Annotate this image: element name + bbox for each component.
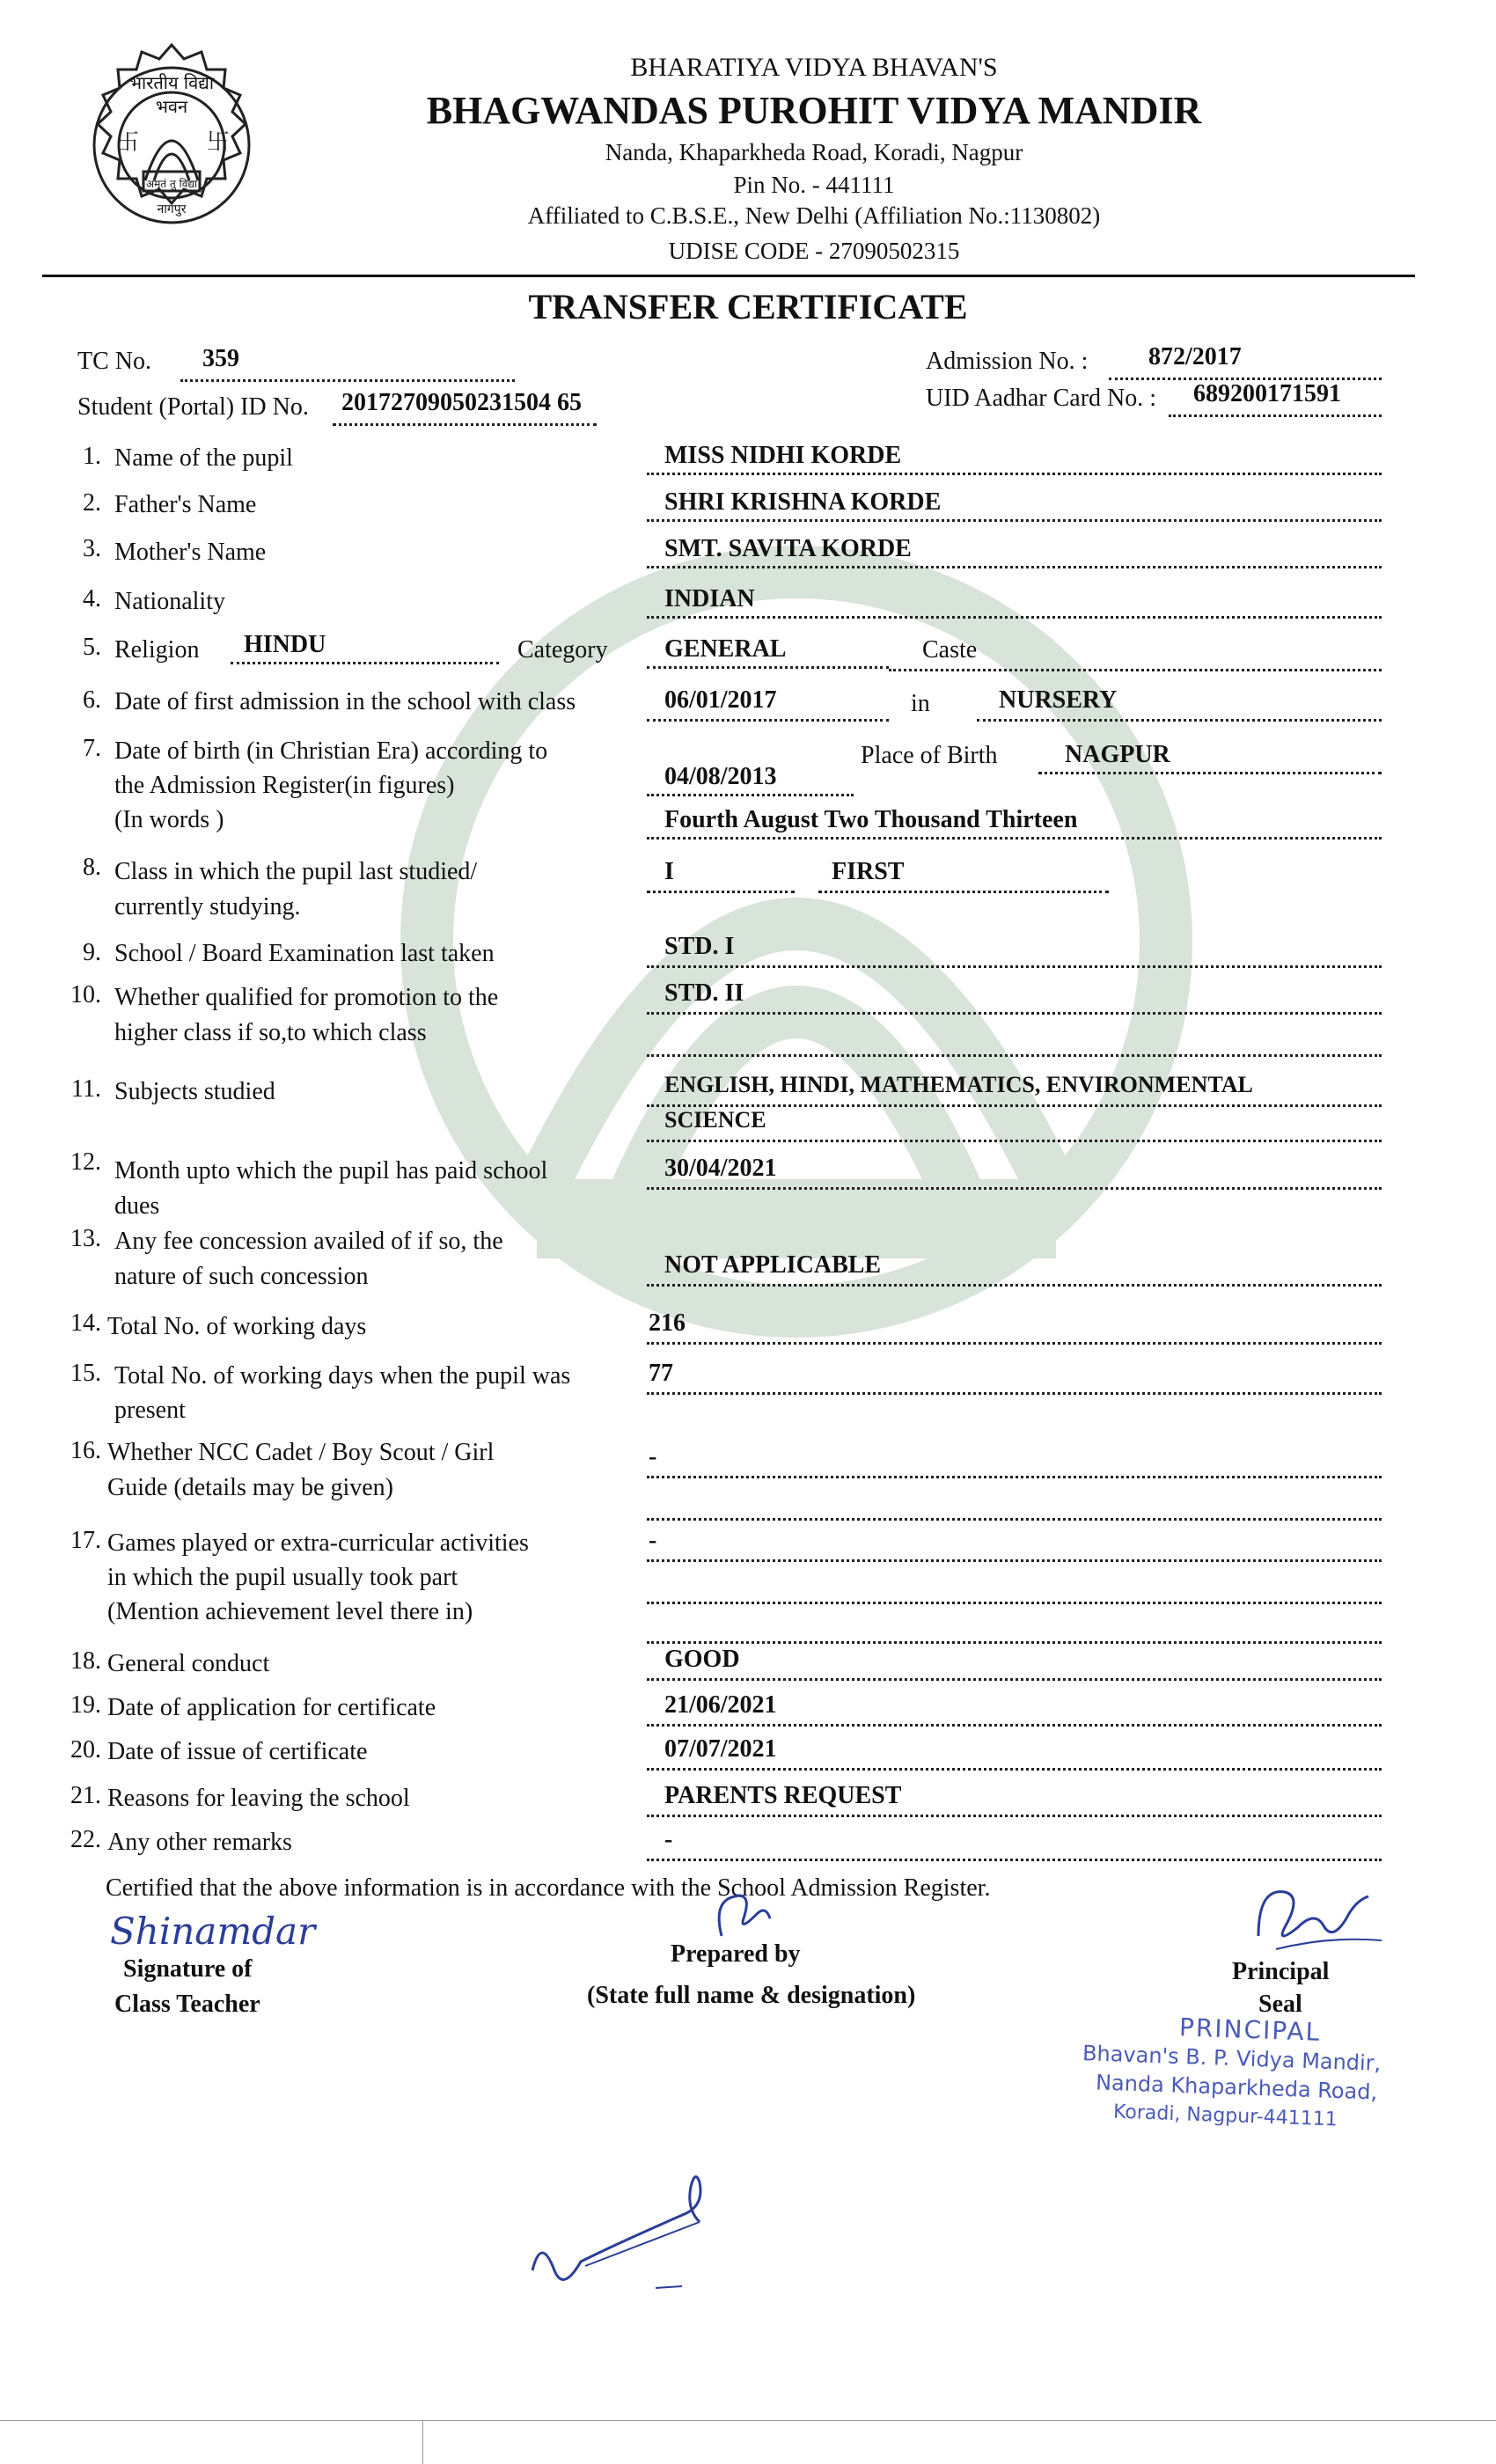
nationality-label: Nationality [114, 588, 225, 615]
last-class-words: FIRST [818, 858, 1109, 893]
item-number: 15. [70, 1360, 101, 1387]
activities-label-line3: (Mention achievement level there in) [107, 1598, 473, 1625]
working-days-value: 216 [647, 1309, 1382, 1345]
conduct-label: General conduct [107, 1650, 270, 1677]
activities-blank-line1 [647, 1566, 1382, 1604]
last-exam-value: STD. I [647, 933, 1382, 968]
promotion-value: STD. II [647, 979, 1382, 1015]
promotion-blank-line [647, 1019, 1382, 1057]
activities-label-line1: Games played or extra-curricular activities [107, 1529, 529, 1557]
last-class-number: I [647, 858, 795, 893]
item-number: 5. [83, 634, 101, 661]
logo-text-city: नागपुर [157, 202, 187, 216]
item-number: 3. [83, 535, 101, 562]
principal-stamp-line4: Koradi, Nagpur-441111 [1112, 2101, 1338, 2131]
principal-label: Principal [1232, 1958, 1330, 1985]
application-date-value: 21/06/2021 [647, 1691, 1382, 1727]
svg-text:卐: 卐 [116, 129, 140, 156]
first-admission-date: 06/01/2017 [647, 686, 889, 722]
item-number: 11. [71, 1075, 101, 1103]
item-number: 17. [70, 1527, 101, 1554]
item-number: 10. [70, 981, 101, 1008]
fee-concession-label-line2: nature of such concession [114, 1263, 369, 1290]
days-present-value: 77 [647, 1360, 1382, 1395]
fathers-name-label: Father's Name [114, 491, 257, 518]
class-teacher-label: Class Teacher [114, 1991, 260, 2018]
certificate-title: TRANSFER CERTIFICATE [528, 287, 968, 326]
fee-concession-value: NOT APPLICABLE [647, 1251, 1382, 1287]
svg-text:卐: 卐 [207, 129, 231, 156]
item-number: 18. [70, 1647, 101, 1675]
tc-no-value: 359 [180, 345, 515, 382]
admission-no-value: 872/2017 [1109, 343, 1382, 380]
logo-text-top: भारतीय विद्या भवन [128, 72, 215, 117]
place-of-birth-value: NAGPUR [1038, 741, 1382, 774]
ncc-label-line2: Guide (details may be given) [107, 1474, 394, 1501]
item-number: 2. [83, 489, 101, 517]
seal-label: Seal [1258, 1991, 1302, 2018]
caste-label: Caste [922, 636, 978, 664]
portal-id-label: Student (Portal) ID No. [77, 393, 309, 421]
dob-label-line2: the Admission Register(in figures) [114, 772, 455, 799]
remarks-label: Any other remarks [107, 1829, 292, 1856]
ncc-label-line1: Whether NCC Cadet / Boy Scout / Girl [107, 1439, 495, 1466]
place-of-birth-label: Place of Birth [861, 742, 998, 769]
certified-statement: Certified that the above information is in accordance with the School Admission Register. [106, 1874, 991, 1902]
item-number: 6. [83, 686, 101, 714]
mothers-name-label: Mother's Name [114, 539, 267, 566]
item-number: 20. [70, 1736, 101, 1764]
admission-no-label: Admission No. : [926, 348, 1089, 375]
first-admission-in-label: in [911, 690, 930, 717]
ncc-blank-line [647, 1483, 1382, 1521]
principal-stamp-line2: Bhavan's B. P. Vidya Mandir, [1082, 2041, 1382, 2076]
prepared-by-subtitle: (State full name & designation) [587, 1982, 916, 2009]
principal-stamp-line3: Nanda Khaparkheda Road, [1095, 2070, 1378, 2105]
school-address: Nanda, Khaparkheda Road, Koradi, Nagpur [605, 139, 1023, 165]
dob-label-line1: Date of birth (in Christian Era) according to [114, 737, 548, 765]
name-of-pupil-label: Name of the pupil [114, 444, 293, 472]
last-class-label-line1: Class in which the pupil last studied/ [114, 858, 478, 885]
days-present-label-line2: present [114, 1397, 186, 1424]
principal-signature [1241, 1874, 1399, 1962]
item-number: 8. [83, 854, 101, 881]
religion-value: HINDU [231, 631, 499, 664]
principal-stamp-line1: PRINCIPAL [1178, 2013, 1322, 2047]
item-number: 4. [83, 585, 101, 612]
promotion-label-line2: higher class if so,to which class [114, 1019, 427, 1046]
item-number: 22. [70, 1826, 101, 1853]
class-teacher-signature: Shinamdar [110, 1910, 316, 1953]
school-udise: UDISE CODE - 27090502315 [668, 238, 960, 264]
item-number: 7. [83, 735, 101, 762]
uid-label: UID Aadhar Card No. : [926, 385, 1157, 412]
prepared-by-label: Prepared by [671, 1940, 801, 1968]
nationality-value: INDIAN [647, 585, 1382, 619]
last-class-label-line2: currently studying. [114, 893, 301, 920]
dob-words-value: Fourth August Two Thousand Thirteen [647, 806, 1382, 840]
dob-label-line3: (In words ) [114, 806, 224, 833]
religion-label: Religion [114, 636, 200, 664]
activities-label-line2: in which the pupil usually took part [107, 1564, 458, 1591]
item-number: 13. [70, 1225, 101, 1252]
fathers-name-value: SHRI KRISHNA KORDE [647, 488, 1382, 522]
logo-text-motto: अमृतं तु विद्या [145, 178, 198, 190]
mothers-name-value: SMT. SAVITA KORDE [647, 535, 1382, 568]
first-admission-label: Date of first admission in the school with class [114, 688, 576, 715]
tc-no-label: TC No. [77, 348, 151, 375]
bottom-edge-line [0, 2420, 1496, 2421]
leaving-reason-label: Reasons for leaving the school [107, 1785, 410, 1812]
item-number: 1. [83, 443, 101, 470]
dues-label-line2: dues [114, 1192, 160, 1220]
item-number: 16. [70, 1437, 101, 1464]
application-date-label: Date of application for certificate [107, 1694, 436, 1721]
dob-figures-value: 04/08/2013 [647, 763, 854, 796]
item-number: 14. [70, 1309, 101, 1337]
school-name: BHAGWANDAS PUROHIT VIDYA MANDIR [426, 89, 1202, 132]
bottom-initial-mark [524, 2165, 726, 2306]
promotion-label-line1: Whether qualified for promotion to the [114, 984, 499, 1011]
caste-value [889, 635, 1382, 671]
item-number: 9. [83, 939, 101, 966]
uid-value: 689200171591 [1169, 380, 1382, 417]
subjects-label: Subjects studied [114, 1078, 275, 1105]
activities-blank-line2 [647, 1606, 1382, 1644]
item-number: 12. [70, 1148, 101, 1176]
name-of-pupil-value: MISS NIDHI KORDE [647, 442, 1382, 475]
dues-label-line1: Month upto which the pupil has paid school [114, 1157, 548, 1184]
item-number: 21. [70, 1782, 101, 1809]
category-label: Category [517, 636, 608, 664]
signature-of-label: Signature of [123, 1955, 253, 1983]
days-present-label-line1: Total No. of working days when the pupil was [114, 1362, 571, 1390]
subjects-value-line1: ENGLISH, HINDI, MATHEMATICS, ENVIRONMENTAL [647, 1072, 1382, 1107]
last-exam-label: School / Board Examination last taken [114, 940, 495, 967]
leaving-reason-value: PARENTS REQUEST [647, 1782, 1382, 1817]
first-admission-class: NURSERY [977, 686, 1382, 722]
working-days-label: Total No. of working days [107, 1313, 367, 1340]
conduct-value: GOOD [647, 1646, 1382, 1681]
category-value: GENERAL [647, 635, 889, 669]
subjects-value-line2: SCIENCE [647, 1107, 1382, 1142]
school-pin: Pin No. - 441111 [733, 172, 895, 198]
fee-concession-label-line1: Any fee concession availed of if so, the [114, 1228, 503, 1255]
portal-id-value: 20172709050231504 65 [333, 389, 597, 426]
school-affiliation: Affiliated to C.B.S.E., New Delhi (Affiliation No.:1130802) [527, 202, 1101, 229]
ncc-value: - [647, 1443, 1382, 1478]
remarks-value: - [647, 1826, 1382, 1861]
item-number: 19. [70, 1691, 101, 1719]
issue-date-value: 07/07/2021 [647, 1735, 1382, 1771]
activities-value: - [647, 1527, 1382, 1562]
dues-value: 30/04/2021 [647, 1155, 1382, 1190]
bottom-edge-tick [422, 2420, 423, 2464]
issue-date-label: Date of issue of certificate [107, 1738, 368, 1765]
header-divider [42, 275, 1415, 277]
society-name: BHARATIYA VIDYA BHAVAN'S [630, 53, 998, 82]
